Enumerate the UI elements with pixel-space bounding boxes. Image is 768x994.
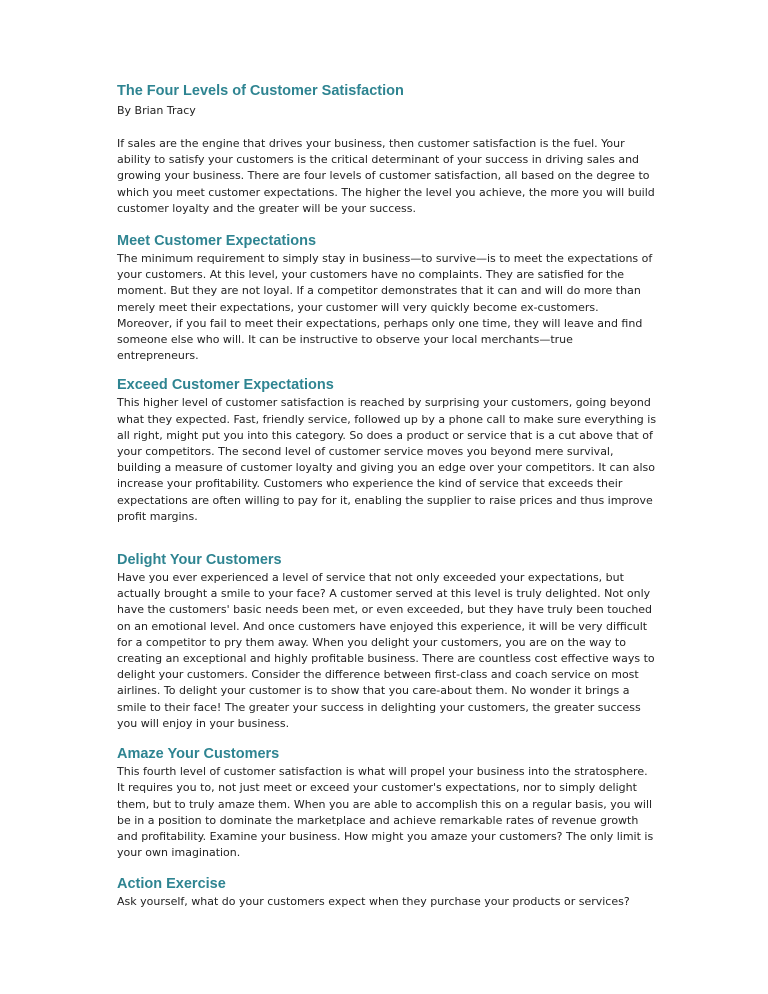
section-body-meet-expectations: The minimum requirement to simply stay in business—to survive—is to meet the expectations of your customers. At this level, your customers have no complaints. They are satisfied for the moment. But they are not loyal. If a competitor demonstrates that it can and will do more than merely meet their expectations, your customer will very quickly become ex-customers. Moreover, if you fail to meet their expectations, perhaps only one time, they will leave and find someone else who will. It can be instructive to observe your local merchants—true entrepreneurs. [117, 252, 653, 363]
section-body-exceed-expectations: This higher level of customer satisfaction is reached by surprising your customers, going beyond what they expected. Fast, friendly service, followed up by a phone call to make sure everything is all right, might put you into this category. So does a product or service that is a cut above that of your competitors. The second level of customer service moves you beyond mere survival, building a measure of customer loyalty and giving you an edge over your competitors. It can also increase your profitability. Customers who experience the kind of service that exceeds their expectations are often willing to pay for it, enabling the supplier to raise prices and thus improve profit margins. [117, 396, 657, 523]
intro-paragraph: If sales are the engine that drives your business, then customer satisfaction is the fuel. Your ability to satisfy your customers is the critical determinant of your success in driving sales and growing your business. There are four levels of customer satisfaction, all based on the degree to which you meet customer expectations. The higher the level you achieve, the more you will build customer loyalty and the greater will be your success. [117, 137, 655, 215]
section-body-amaze-customers: This fourth level of customer satisfaction is what will propel your business into the stratosphere. It requires you to, not just meet or exceed your customer's expectations, nor to simply delight them, but to truly amaze them. When you are able to accomplish this on a regular basis, you will be in a position to dominate the marketplace and achieve remarkable rates of revenue growth and profitability. Examine your business. How might you amaze your customers? The only limit is your own imagination. [117, 765, 654, 860]
document-page [117, 82, 657, 911]
section-heading-amaze-customers: Amaze Your Customers [117, 746, 280, 763]
author-byline: By Brian Tracy [117, 104, 196, 117]
section-body-action-exercise: Ask yourself, what do your customers expect when they purchase your products or services? [117, 895, 630, 909]
section-heading-action-exercise: Action Exercise [117, 876, 226, 893]
section-heading-delight-customers: Delight Your Customers [117, 552, 282, 569]
section-body-delight-customers: Have you ever experienced a level of service that not only exceeded your expectations, but actually brought a smile to your face? A customer served at this level is truly delighted. Not only have the customers' basic needs been met, or even exceeded, but they have truly been touched on an emotional level. And once customers have enjoyed this experience, it will be very difficult for a competitor to pry them away. When you delight your customers, you are on the way to creating an exceptional and highly profitable business. There are countless cost effective ways to delight your customers. Consider the difference between first-class and coach service on most airlines. To delight your customer is to show that you care-about them. No wonder it brings a smile to their face! The greater your success in delighting your customers, the greater success you will enjoy in your business. [117, 571, 655, 730]
section-heading-meet-expectations: Meet Customer Expectations [117, 233, 317, 250]
document-title: The Four Levels of Customer Satisfaction [117, 83, 404, 99]
section-heading-exceed-expectations: Exceed Customer Expectations [117, 377, 334, 394]
